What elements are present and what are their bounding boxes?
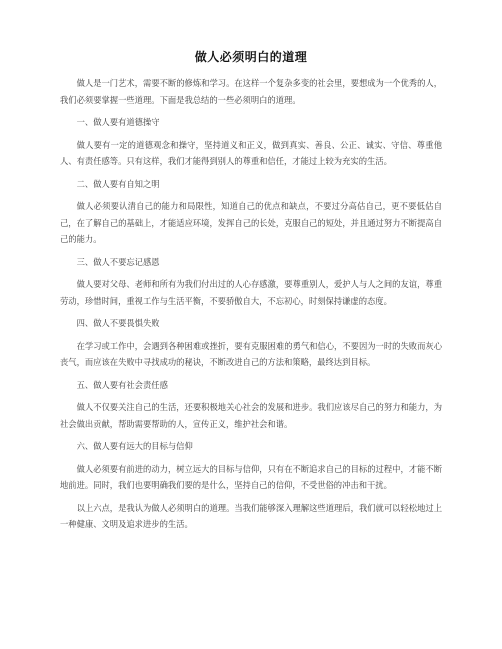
section-heading-3: 三、做人不要忘记感恩	[76, 256, 160, 267]
section-body-6: 做人必须要有前进的动力，树立远大的目标与信仰，只有在不断追求自己的目标的过程中，才能不断地前进。同时，我们也要明确我们要的是什么，坚持自己的信仰，不受世俗的冲击和干扰。	[60, 463, 442, 490]
section-body-4: 在学习或工作中，会遇到各种困难或挫折，要有克服困难的勇气和信心，不要因为一时的失败而灰心丧气，而应该在失败中寻找成功的秘诀，不断改进自己的方法和策略，最终达到目标。	[60, 340, 442, 367]
section-heading-6: 六、做人要有远大的目标与信仰	[76, 441, 193, 451]
document-title: 做人必须明白的道理	[194, 50, 308, 64]
intro-paragraph: 做人是一门艺术，需要不断的修炼和学习。在这样一个复杂多变的社会里，要想成为一个优秀的人，我们必须要掌握一些道理。下面是我总结的一些必须明白的道理。	[60, 78, 442, 105]
section-body-5: 做人不仅要关注自己的生活，还要积极地关心社会的发展和进步。我们应该尽自己的努力和能力，为社会做出贡献，帮助需要帮助的人，宣传正义，维护社会和谐。	[60, 402, 442, 429]
section-heading-1: 一、做人要有道德操守	[76, 117, 160, 127]
section-heading-2: 二、做人要有自知之明	[76, 178, 160, 189]
conclusion-paragraph: 以上六点，是我认为做人必须明白的道理。当我们能够深入理解这些道理后，我们就可以轻松地过上一种健康、文明及追求进步的生活。	[60, 502, 442, 529]
section-body-3: 做人要对父母、老师和所有为我们付出过的人心存感激，要尊重别人，爱护人与人之间的友谊，尊重劳动，珍惜时间，重视工作与生活平衡，不要骄傲自大，不忘初心，时刻保持谦虚的态度。	[60, 279, 442, 306]
section-heading-4: 四、做人不要畏惧失败	[76, 318, 160, 328]
section-heading-5: 五、做人要有社会责任感	[76, 379, 168, 390]
section-body-2: 做人必须要认清自己的能力和局限性，知道自己的优点和缺点，不要过分高估自己，更不要低估自己，在了解自己的基础上，才能适应环境，发挥自己的长处，克服自己的短处，并且通过努力不断提高自己的能力。	[60, 201, 442, 244]
section-body-1: 做人要有一定的道德观念和操守，坚持道义和正义，做到真实、善良、公正、诚实、守信、尊重他人、有责任感等。只有这样，我们才能得到别人的尊重和信任，才能过上较为充实的生活。	[60, 139, 442, 166]
